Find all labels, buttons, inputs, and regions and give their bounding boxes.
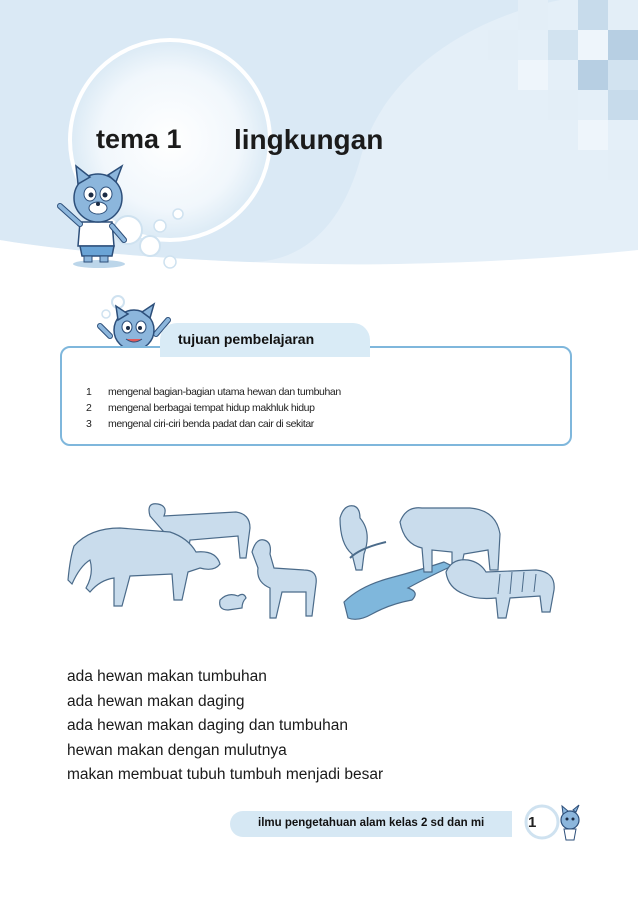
objective-number: 3 (86, 418, 92, 430)
animals-illustration (60, 488, 580, 648)
objective-text: mengenal bagian-bagian utama hewan dan tumbuhan (108, 386, 341, 398)
tiger-icon (446, 560, 554, 618)
objective-item (86, 384, 341, 400)
rabbit-icon (220, 594, 246, 610)
page-title: lingkungan (234, 124, 384, 155)
bear-icon (400, 508, 500, 574)
objectives-list (86, 384, 341, 432)
footer-book-title: ilmu pengetahuan alam kelas 2 sd dan mi (258, 817, 485, 829)
body-line: ada hewan makan tumbuhan (67, 668, 267, 685)
cat-mascot-icon (54, 160, 144, 270)
objective-text: mengenal ciri-ciri benda padat dan cair di sekitar (108, 418, 314, 430)
objective-item (86, 400, 341, 416)
body-text (67, 665, 383, 788)
eagle-icon (340, 506, 367, 570)
body-line: hewan makan dengan mulutnya (67, 741, 287, 759)
objective-text: mengenal berbagai tempat hidup makhluk hidup (108, 402, 315, 414)
objective-number: 2 (86, 402, 92, 414)
body-line: makan membuat tubuh tumbuh menjadi besar (67, 766, 384, 784)
checker-pattern (378, 0, 638, 260)
objective-item (86, 416, 341, 432)
body-line: ada hewan makan daging (67, 692, 245, 710)
objective-number: 1 (86, 386, 92, 398)
page-number: 1 (528, 814, 537, 831)
objectives-heading: tujuan pembelajaran (178, 331, 315, 347)
theme-number: tema 1 (96, 124, 182, 154)
body-line: ada hewan makan daging dan tumbuhan (67, 717, 348, 735)
goat-icon (252, 540, 316, 618)
